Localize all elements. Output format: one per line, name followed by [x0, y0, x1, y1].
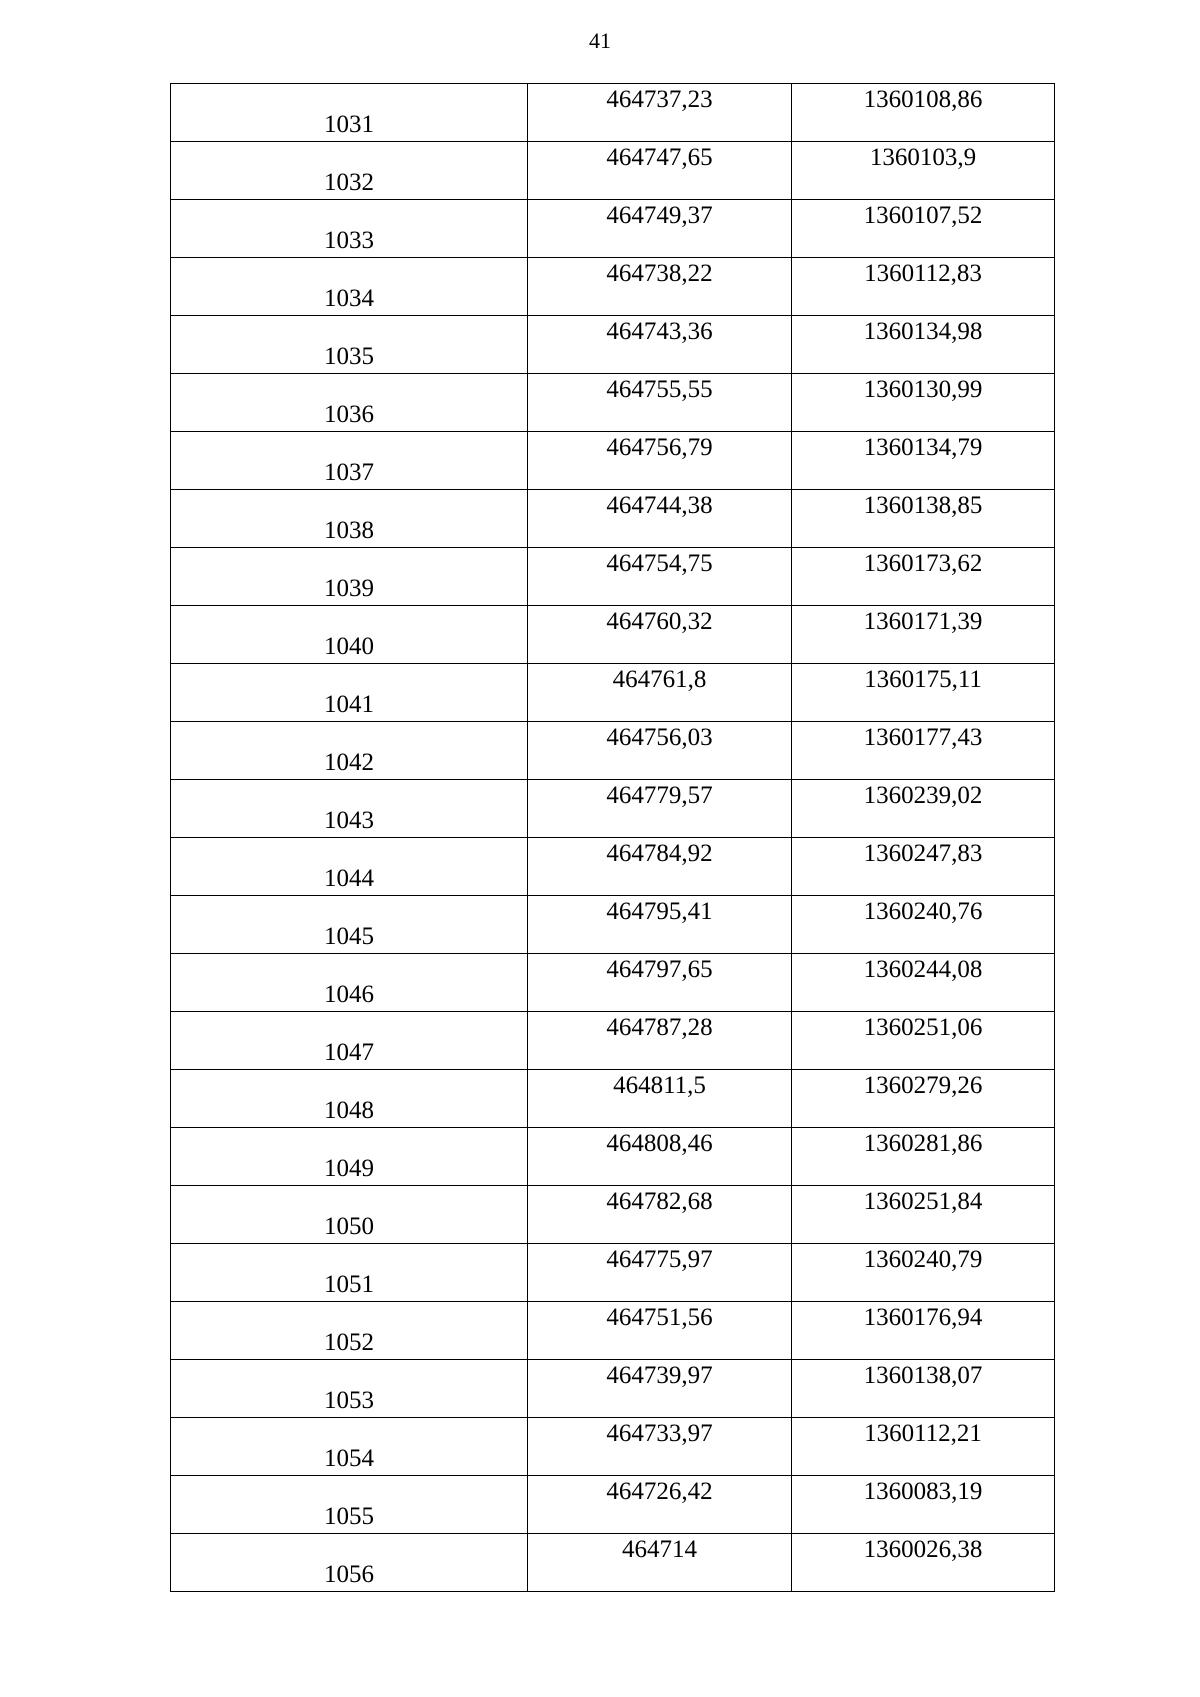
point-number-cell: 1031	[171, 84, 528, 142]
x-coordinate-cell: 464760,32	[528, 606, 792, 664]
y-coordinate-cell: 1360108,86	[792, 84, 1055, 142]
point-number-cell: 1044	[171, 838, 528, 896]
point-number-cell: 1033	[171, 200, 528, 258]
table-row	[171, 142, 1055, 200]
y-coordinate-cell: 1360240,76	[792, 896, 1055, 954]
y-coordinate-cell: 1360112,83	[792, 258, 1055, 316]
point-number-cell: 1043	[171, 780, 528, 838]
y-coordinate-cell: 1360130,99	[792, 374, 1055, 432]
x-coordinate-cell: 464737,23	[528, 84, 792, 142]
point-number-cell: 1037	[171, 432, 528, 490]
coordinates-table	[170, 83, 1055, 1592]
point-number-cell: 1040	[171, 606, 528, 664]
y-coordinate-cell: 1360173,62	[792, 548, 1055, 606]
table-row	[171, 258, 1055, 316]
y-coordinate-cell: 1360103,9	[792, 142, 1055, 200]
y-coordinate-cell: 1360112,21	[792, 1418, 1055, 1476]
x-coordinate-cell: 464784,92	[528, 838, 792, 896]
table-row	[171, 374, 1055, 432]
y-coordinate-cell: 1360177,43	[792, 722, 1055, 780]
y-coordinate-cell: 1360251,84	[792, 1186, 1055, 1244]
table-row	[171, 200, 1055, 258]
y-coordinate-cell: 1360138,07	[792, 1360, 1055, 1418]
y-coordinate-cell: 1360107,52	[792, 200, 1055, 258]
table-row	[171, 664, 1055, 722]
point-number-cell: 1039	[171, 548, 528, 606]
table-row	[171, 1244, 1055, 1302]
y-coordinate-cell: 1360176,94	[792, 1302, 1055, 1360]
point-number-cell: 1053	[171, 1360, 528, 1418]
point-number-cell: 1049	[171, 1128, 528, 1186]
point-number-cell: 1054	[171, 1418, 528, 1476]
table-row	[171, 1476, 1055, 1534]
table-row	[171, 84, 1055, 142]
x-coordinate-cell: 464756,03	[528, 722, 792, 780]
point-number-cell: 1047	[171, 1012, 528, 1070]
x-coordinate-cell: 464782,68	[528, 1186, 792, 1244]
table-row	[171, 954, 1055, 1012]
table-row	[171, 606, 1055, 664]
point-number-cell: 1034	[171, 258, 528, 316]
point-number-cell: 1041	[171, 664, 528, 722]
point-number-cell: 1035	[171, 316, 528, 374]
x-coordinate-cell: 464761,8	[528, 664, 792, 722]
x-coordinate-cell: 464779,57	[528, 780, 792, 838]
table-row	[171, 1360, 1055, 1418]
y-coordinate-cell: 1360083,19	[792, 1476, 1055, 1534]
x-coordinate-cell: 464744,38	[528, 490, 792, 548]
point-number-cell: 1036	[171, 374, 528, 432]
point-number-cell: 1045	[171, 896, 528, 954]
table-row	[171, 432, 1055, 490]
x-coordinate-cell: 464755,55	[528, 374, 792, 432]
table-row	[171, 1534, 1055, 1592]
y-coordinate-cell: 1360279,26	[792, 1070, 1055, 1128]
table-row	[171, 1186, 1055, 1244]
x-coordinate-cell: 464775,97	[528, 1244, 792, 1302]
coordinates-table-body	[171, 84, 1055, 1592]
x-coordinate-cell: 464754,75	[528, 548, 792, 606]
x-coordinate-cell: 464747,65	[528, 142, 792, 200]
point-number-cell: 1051	[171, 1244, 528, 1302]
point-number-cell: 1050	[171, 1186, 528, 1244]
table-row	[171, 722, 1055, 780]
x-coordinate-cell: 464743,36	[528, 316, 792, 374]
point-number-cell: 1055	[171, 1476, 528, 1534]
table-row	[171, 1418, 1055, 1476]
x-coordinate-cell: 464811,5	[528, 1070, 792, 1128]
y-coordinate-cell: 1360026,38	[792, 1534, 1055, 1592]
table-row	[171, 1012, 1055, 1070]
y-coordinate-cell: 1360134,98	[792, 316, 1055, 374]
table-row	[171, 896, 1055, 954]
table-row	[171, 548, 1055, 606]
table-row	[171, 490, 1055, 548]
x-coordinate-cell: 464714	[528, 1534, 792, 1592]
y-coordinate-cell: 1360251,06	[792, 1012, 1055, 1070]
x-coordinate-cell: 464726,42	[528, 1476, 792, 1534]
y-coordinate-cell: 1360240,79	[792, 1244, 1055, 1302]
point-number-cell: 1056	[171, 1534, 528, 1592]
y-coordinate-cell: 1360247,83	[792, 838, 1055, 896]
x-coordinate-cell: 464739,97	[528, 1360, 792, 1418]
table-row	[171, 316, 1055, 374]
y-coordinate-cell: 1360244,08	[792, 954, 1055, 1012]
point-number-cell: 1038	[171, 490, 528, 548]
x-coordinate-cell: 464756,79	[528, 432, 792, 490]
x-coordinate-cell: 464787,28	[528, 1012, 792, 1070]
table-row	[171, 838, 1055, 896]
point-number-cell: 1052	[171, 1302, 528, 1360]
y-coordinate-cell: 1360281,86	[792, 1128, 1055, 1186]
y-coordinate-cell: 1360138,85	[792, 490, 1055, 548]
table-row	[171, 1302, 1055, 1360]
x-coordinate-cell: 464797,65	[528, 954, 792, 1012]
x-coordinate-cell: 464733,97	[528, 1418, 792, 1476]
table-row	[171, 1128, 1055, 1186]
x-coordinate-cell: 464808,46	[528, 1128, 792, 1186]
y-coordinate-cell: 1360239,02	[792, 780, 1055, 838]
table-row	[171, 1070, 1055, 1128]
table-row	[171, 780, 1055, 838]
point-number-cell: 1032	[171, 142, 528, 200]
x-coordinate-cell: 464751,56	[528, 1302, 792, 1360]
point-number-cell: 1046	[171, 954, 528, 1012]
x-coordinate-cell: 464738,22	[528, 258, 792, 316]
point-number-cell: 1048	[171, 1070, 528, 1128]
y-coordinate-cell: 1360134,79	[792, 432, 1055, 490]
x-coordinate-cell: 464795,41	[528, 896, 792, 954]
y-coordinate-cell: 1360175,11	[792, 664, 1055, 722]
page-number: 41	[589, 28, 611, 53]
y-coordinate-cell: 1360171,39	[792, 606, 1055, 664]
x-coordinate-cell: 464749,37	[528, 200, 792, 258]
point-number-cell: 1042	[171, 722, 528, 780]
